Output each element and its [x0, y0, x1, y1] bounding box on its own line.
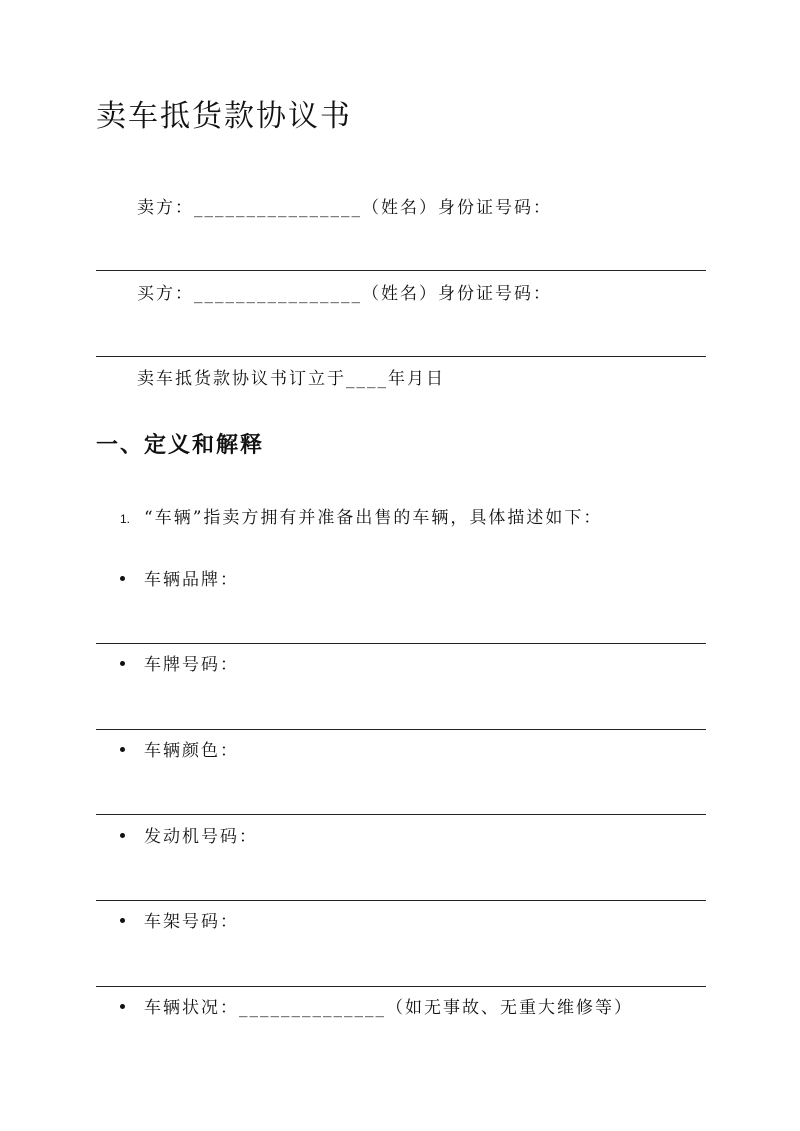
bullet-icon: [120, 833, 125, 838]
bullet-icon: [120, 918, 125, 923]
section-heading-definitions: 一、定义和解释: [96, 432, 265, 458]
engine-number-underline: [96, 900, 706, 901]
list-item-vehicle-condition: [120, 996, 633, 1020]
numbered-item-1: [120, 506, 602, 531]
list-item-label: 车辆品牌：: [144, 570, 239, 590]
list-item-engine-number: [120, 825, 258, 849]
buyer-line: [137, 282, 552, 306]
buyer-name-blank: ________________: [194, 284, 362, 304]
document-title: 卖车抵货款协议书: [96, 99, 352, 134]
list-item-plate-number: [120, 653, 239, 677]
seller-label: 卖方：: [137, 198, 194, 218]
list-item-label: 车辆状况：______________（如无事故、无重大维修等）: [144, 998, 633, 1018]
signing-date-line: 卖车抵货款协议书订立于____年月日: [137, 369, 445, 389]
bullet-icon: [120, 576, 125, 581]
item-text: “车辆”指卖方拥有并准备出售的车辆，具体描述如下：: [144, 508, 603, 528]
list-item-vehicle-brand: [120, 568, 239, 592]
bullet-icon: [120, 661, 125, 666]
vehicle-brand-underline: [96, 643, 706, 644]
list-item-vehicle-color: [120, 739, 239, 763]
item-number: 1.: [120, 512, 131, 526]
list-item-label: 车牌号码：: [144, 655, 239, 675]
frame-number-underline: [96, 986, 706, 987]
bullet-icon: [120, 747, 125, 752]
list-item-label: 车辆颜色：: [144, 741, 239, 761]
vehicle-color-underline: [96, 814, 706, 815]
seller-id-label: （姓名）身份证号码：: [362, 198, 552, 218]
seller-id-underline: [96, 270, 706, 271]
plate-number-underline: [96, 729, 706, 730]
buyer-label: 买方：: [137, 284, 194, 304]
seller-name-blank: ________________: [194, 198, 362, 218]
buyer-id-label: （姓名）身份证号码：: [362, 284, 552, 304]
buyer-id-underline: [96, 356, 706, 357]
seller-line: [137, 196, 552, 220]
bullet-icon: [120, 1004, 125, 1009]
list-item-frame-number: [120, 910, 239, 934]
list-item-label: 发动机号码：: [144, 827, 258, 847]
list-item-label: 车架号码：: [144, 912, 239, 932]
